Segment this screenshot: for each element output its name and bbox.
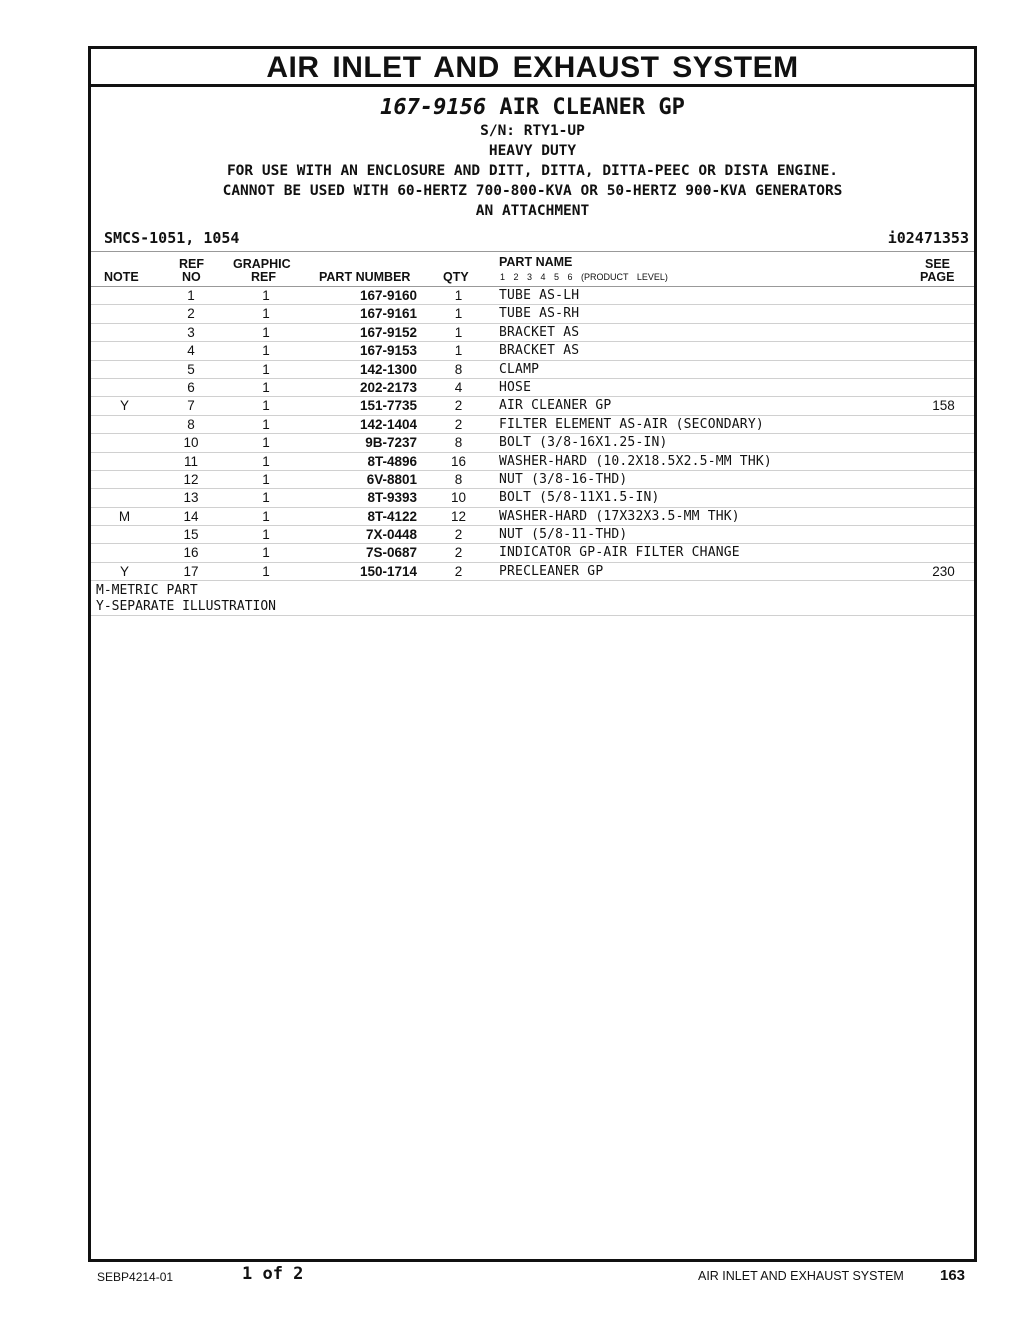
cell-qty: 1 (454, 324, 463, 340)
table-row (91, 489, 974, 507)
page-of: 1 of 2 (242, 1264, 304, 1284)
legend-separate: Y-SEPARATE ILLUSTRATION (96, 598, 277, 614)
cell-part-number: 8T-4122 (367, 508, 417, 524)
cell-graphic-ref: 1 (262, 471, 270, 487)
cell-part-name: BOLT (5/8-11X1.5-IN) (499, 490, 660, 506)
cell-part-name: BRACKET AS (499, 343, 580, 359)
cell-qty: 1 (454, 343, 463, 359)
page-number: 163 (940, 1267, 966, 1284)
col-ref-bottom: NO (182, 270, 201, 284)
cell-part-number: 167-9161 (359, 306, 417, 322)
group-title (91, 95, 974, 121)
cell-ref-no: 6 (187, 379, 195, 395)
cell-qty: 2 (454, 416, 463, 432)
cell-graphic-ref: 1 (262, 306, 270, 322)
cell-graphic-ref: 1 (262, 563, 270, 579)
cell-qty: 2 (454, 563, 463, 579)
cell-part-name: BRACKET AS (499, 324, 580, 340)
cell-part-name: INDICATOR GP-AIR FILTER CHANGE (499, 545, 740, 561)
group-note-2: FOR USE WITH AN ENCLOSURE AND DITT, DITTA, DITTA-PEEC OR DISTA ENGINE. (226, 163, 839, 179)
group-note-3: CANNOT BE USED WITH 60-HERTZ 700-800-KVA OR 50-HERTZ 900-KVA GENERATORS (222, 183, 843, 199)
cell-ref-no: 1 (187, 288, 195, 303)
cell-ref-no: 10 (183, 435, 199, 451)
cell-qty: 2 (454, 398, 463, 414)
cell-part-name: BOLT (3/8-16X1.25-IN) (499, 435, 668, 451)
illustration-id: i02471353 (887, 229, 969, 247)
table-row (91, 379, 974, 397)
cell-part-number: 151-7735 (359, 398, 417, 414)
page-footer (0, 1262, 1020, 1292)
table-row (91, 305, 974, 323)
table-row (91, 416, 974, 434)
cell-part-name: FILTER ELEMENT AS-AIR (SECONDARY) (499, 416, 764, 432)
cell-part-name: NUT (3/8-16-THD) (499, 471, 628, 487)
table-row (91, 544, 974, 562)
group-part-number: 167-9156 (380, 95, 487, 120)
legend (91, 581, 974, 616)
cell-ref-no: 3 (187, 324, 195, 340)
cell-graphic-ref: 1 (262, 435, 270, 451)
col-ref-top: REF (179, 257, 204, 271)
cell-part-number: 7S-0687 (365, 545, 417, 561)
cell-part-number: 8T-9393 (367, 490, 417, 506)
doc-number: SEBP4214-01 (97, 1270, 174, 1284)
serial-range: S/N: RTY1-UP (480, 123, 585, 139)
group-header (91, 95, 974, 221)
table-row (91, 287, 974, 305)
cell-part-number: 7X-0448 (365, 527, 417, 543)
cell-graphic-ref: 1 (262, 379, 270, 395)
cell-see-page: 230 (932, 563, 955, 579)
cell-qty: 2 (454, 545, 463, 561)
cell-qty: 8 (454, 471, 463, 487)
cell-ref-no: 2 (187, 306, 195, 322)
cell-note: Y (119, 398, 129, 414)
cell-qty: 10 (450, 490, 467, 506)
cell-qty: 1 (454, 306, 463, 322)
cell-qty: 16 (450, 453, 467, 469)
cell-part-name: TUBE AS-LH (499, 288, 580, 303)
cell-part-number: 8T-4896 (367, 453, 417, 469)
cell-graphic-ref: 1 (262, 453, 270, 469)
group-note-1: HEAVY DUTY (488, 143, 577, 159)
cell-graphic-ref: 1 (262, 361, 270, 377)
table-row (91, 342, 974, 360)
table-row (91, 361, 974, 379)
cell-part-number: 9B-7237 (365, 435, 417, 451)
table-row (91, 526, 974, 544)
col-product-level: 1 2 3 4 5 6 (PRODUCT LEVEL) (500, 272, 668, 282)
table-row (91, 471, 974, 489)
cell-part-name: TUBE AS-RH (499, 306, 580, 322)
cell-ref-no: 12 (183, 471, 199, 487)
cell-part-name: PRECLEANER GP (499, 563, 604, 579)
cell-part-number: 167-9152 (359, 324, 417, 340)
cell-graphic-ref: 1 (262, 508, 270, 524)
table-header (91, 252, 974, 287)
smcs-code: SMCS-1051, 1054 (104, 229, 240, 247)
cell-qty: 1 (454, 288, 463, 303)
cell-graphic-ref: 1 (262, 490, 270, 506)
cell-ref-no: 7 (187, 398, 195, 414)
page-frame (88, 46, 977, 1262)
cell-part-number: 167-9160 (359, 288, 417, 303)
section-title: AIR INLET AND EXHAUST SYSTEM (91, 49, 974, 87)
cell-graphic-ref: 1 (262, 343, 270, 359)
col-part-number: PART NUMBER (319, 270, 411, 284)
legend-metric: M-METRIC PART (96, 583, 198, 599)
cell-part-number: 6V-8801 (366, 471, 417, 487)
cell-ref-no: 11 (183, 453, 198, 469)
cell-ref-no: 17 (183, 563, 199, 579)
cell-ref-no: 8 (187, 416, 195, 432)
cell-ref-no: 16 (183, 545, 199, 561)
cell-graphic-ref: 1 (262, 398, 270, 414)
col-see-bottom: PAGE (920, 270, 955, 284)
group-note-4: AN ATTACHMENT (475, 203, 590, 219)
cell-qty: 4 (454, 379, 463, 395)
cell-part-number: 142-1404 (359, 416, 417, 432)
cell-part-number: 202-2173 (359, 379, 417, 395)
cell-graphic-ref: 1 (262, 545, 270, 561)
col-graphic-bottom: REF (251, 270, 276, 284)
cell-ref-no: 14 (183, 508, 199, 524)
cell-part-number: 142-1300 (359, 361, 417, 377)
col-part-name: PART NAME (499, 255, 573, 269)
cell-part-number: 167-9153 (359, 343, 417, 359)
col-see-top: SEE (925, 257, 951, 271)
cell-qty: 12 (450, 508, 467, 524)
cell-part-name: AIR CLEANER GP (499, 398, 612, 414)
cell-note: M (118, 508, 131, 524)
group-name: AIR CLEANER GP (499, 95, 685, 120)
cell-graphic-ref: 1 (262, 288, 270, 303)
cell-ref-no: 4 (187, 343, 195, 359)
table-row (91, 434, 974, 452)
cell-ref-no: 5 (187, 361, 195, 377)
cell-graphic-ref: 1 (262, 527, 270, 543)
cell-ref-no: 13 (183, 490, 199, 506)
cell-see-page: 158 (932, 398, 955, 414)
cell-part-name: HOSE (499, 379, 532, 395)
cell-note: Y (119, 563, 129, 579)
cell-graphic-ref: 1 (262, 324, 270, 340)
table-row (91, 453, 974, 471)
table-row (91, 563, 974, 581)
footer-system: AIR INLET AND EXHAUST SYSTEM (698, 1269, 904, 1283)
smcs-row (91, 227, 974, 252)
cell-part-name: NUT (5/8-11-THD) (499, 527, 628, 543)
cell-part-number: 150-1714 (359, 563, 417, 579)
cell-graphic-ref: 1 (262, 416, 270, 432)
cell-part-name: WASHER-HARD (10.2X18.5X2.5-MM THK) (499, 453, 772, 469)
table-row (91, 397, 974, 415)
cell-part-name: CLAMP (499, 361, 540, 377)
cell-ref-no: 15 (183, 527, 199, 543)
col-note: NOTE (104, 270, 139, 284)
col-graphic-top: GRAPHIC (233, 257, 291, 271)
table-row (91, 324, 974, 342)
cell-qty: 8 (454, 361, 463, 377)
cell-qty: 8 (454, 435, 463, 451)
table-row (91, 508, 974, 526)
cell-qty: 2 (454, 527, 463, 543)
parts-table (91, 287, 974, 581)
col-qty: QTY (443, 270, 469, 284)
cell-part-name: WASHER-HARD (17X32X3.5-MM THK) (499, 508, 740, 524)
